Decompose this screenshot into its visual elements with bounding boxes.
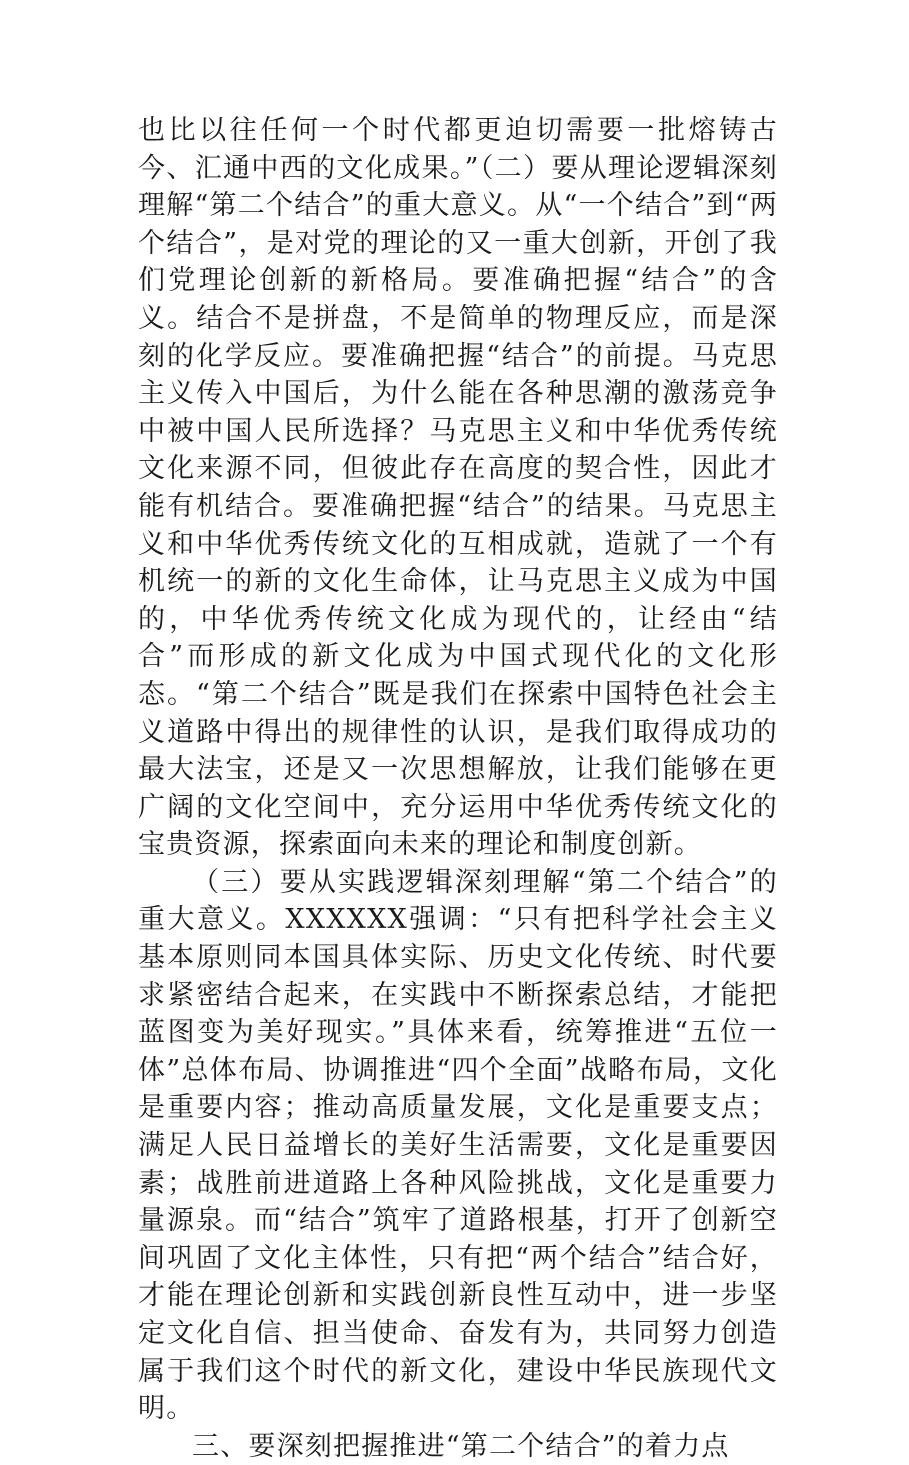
section-heading: 三、要深刻把握推进“第二个结合”的着力点 [192, 1430, 730, 1462]
paragraph-practice-logic: （三）要从实践逻辑深刻理解“第二个结合”的重大意义。XXXXXX强调：“只有把科学社会主义基本原则同本国具体实际、历史文化传统、时代要求紧密结合起来，在实践中不断探索总结，才能把蓝图变为美好现实。”具体来看，统筹推进“五位一体”总体布局、协调推进“四个全面”战略布局，文化是重要内容；推动高质量发展，文化是重要支点；满足人民日益增长的美好生活需要，文化是重要因素；战胜前进道路上各种风险挑战，文化是重要力量源泉。而“结合”筑牢了道路根基，打开了创新空间巩固了文化主体性，只有把“两个结合”结合好，才能在理论创新和实践创新良性互动中，进一步坚定文化自信、担当使命、奋发有为，共同努力创造属于我们这个时代的新文化，建设中华民族现代文明。 [138, 866, 778, 1425]
document-body [138, 112, 778, 1465]
paragraph-continuation: 也比以往任何一个时代都更迫切需要一批熔铸古今、汇通中西的文化成果。”（二）要从理论逻辑深刻理解“第二个结合”的重大意义。从“一个结合”到“两个结合”，是对党的理论的又一重大创新，开创了我们党理论创新的新格局。要准确把握“结合”的含义。结合不是拼盘，不是简单的物理反应，而是深刻的化学反应。要准确把握“结合”的前提。马克思主义传入中国后，为什么能在各种思潮的激荡竞争中被中国人民所选择？马克思主义和中华优秀传统文化来源不同，但彼此存在高度的契合性，因此才能有机结合。要准确把握“结合”的结果。马克思主义和中华优秀传统文化的互相成就，造就了一个有机统一的新的文化生命体，让马克思主义成为中国的，中华优秀传统文化成为现代的，让经由“结合”而形成的新文化成为中国式现代化的文化形态。“第二个结合”既是我们在探索中国特色社会主义道路中得出的规律性的认识，是我们取得成功的最大法宝，还是又一次思想解放，让我们能够在更广阔的文化空间中，充分运用中华优秀传统文化的宝贵资源，探索面向未来的理论和制度创新。 [138, 115, 778, 861]
